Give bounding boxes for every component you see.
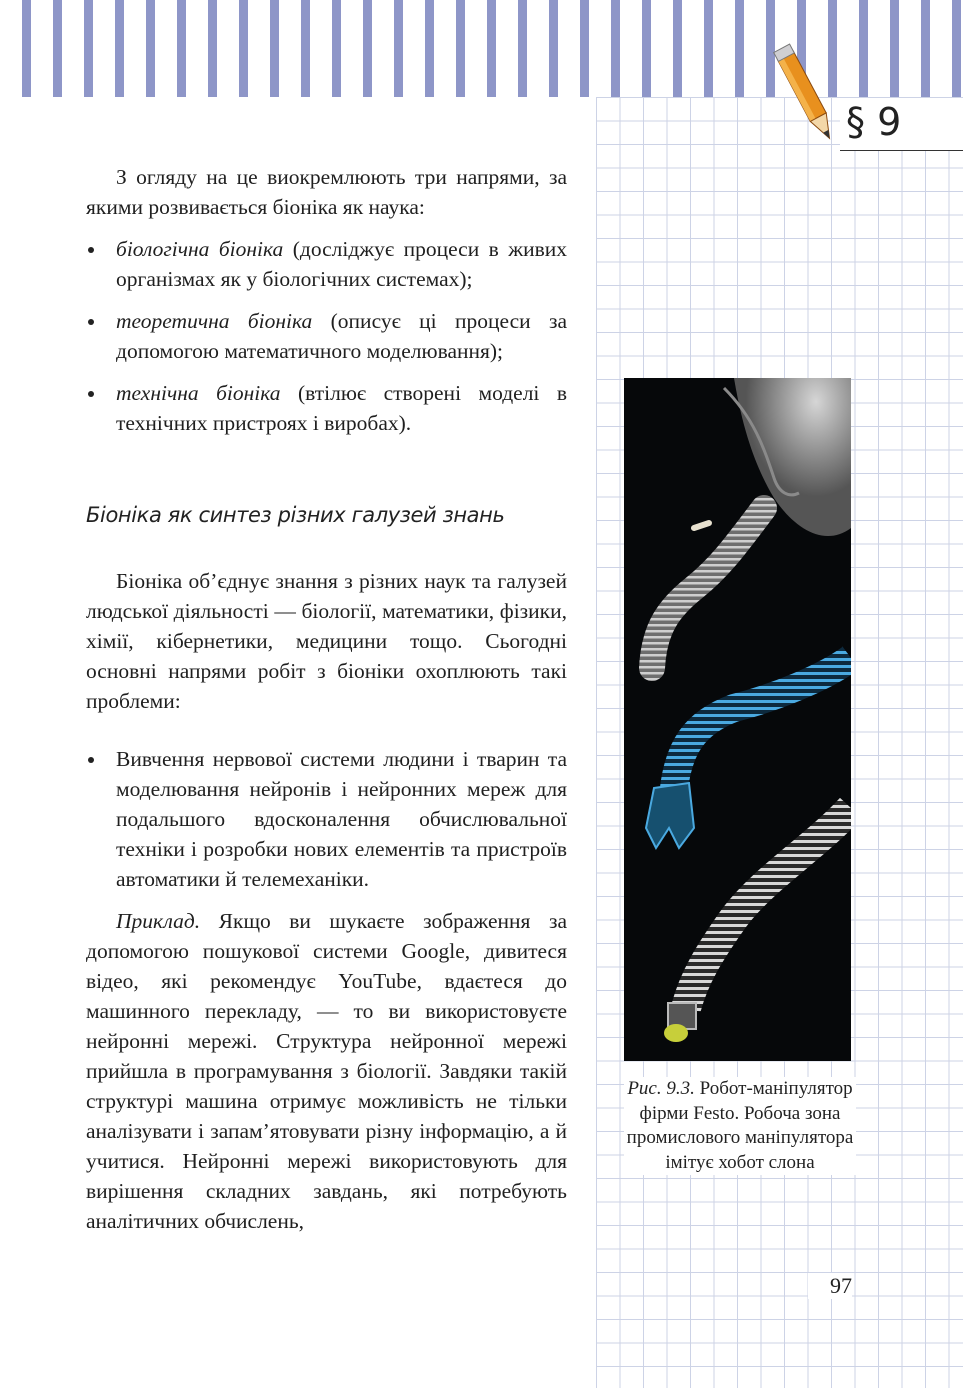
elephant-trunk-manipulator-image [624,378,851,1061]
problem-item: Вивчення нервової системи людини і тварин та моделювання нейронів і нейронних мереж для подальшого вдосконалення обчислювальної техніки і розробки нових елементів та пристроїв автоматики й телемеханіки. [86,744,567,894]
problems-list [86,744,567,894]
direction-desc: (описує ці процеси за допомогою математичного моделювання); [116,309,567,363]
section-heading: Біоніка як синтез різних галузей знань [86,503,505,527]
page-number: 97 [808,1273,852,1299]
direction-term: технічна біоніка [116,381,281,405]
intro-paragraph: З огляду на це виокремлюють три напрями, за якими розвивається біоніка як наука: [86,165,567,219]
figure-caption [624,1077,856,1175]
figure-photo [624,378,851,1061]
direction-item [86,378,567,438]
example-paragraph [86,906,567,1236]
direction-item [86,234,567,294]
section-mark [840,98,963,151]
figure-caption-text: Робот-маніпулятор фірми Festo. Робоча зона промислового маніпулятора імітує хобот слона [626,1078,854,1173]
synthesis-paragraph: Біоніка об’єднує знання з різних наук та галузей людської діяльності — біології, математики, фізики, хімії, кібернетики, медицини тощо. Сьогодні основні напрями робіт з біоніки охоплюють такі проблеми: [86,569,567,713]
direction-item [86,306,567,366]
main-text-column [86,162,567,1236]
section-number: § 9 [846,100,902,144]
direction-desc: (втілює створені моделі в технічних пристроях і виробах). [116,381,567,435]
figure-label: Рис. 9.3. [627,1078,695,1099]
direction-term: теоретична біоніка [116,309,313,333]
example-label: Приклад. [116,909,201,933]
direction-desc: (досліджує процеси в живих організмах як у біологічних системах); [116,237,567,291]
example-text: Якщо ви шукаєте зображення за допомогою пошукової системи Google, дивитеся відео, які рекомендує YouTube, вдаєтеся до машинного перекладу, — то ви використовуєте нейронні мережі. Структура нейронної мережі прийшла в програмування з біології. Завдяки такій структурі машина отримує можливість не тільки аналізувати і запам’ятовувати різну інформацію, а й учитися. Нейронні мережі використовують для вирішення складних завдань, які потребують аналітичних обчислень, [86,909,567,1233]
directions-list [86,234,567,438]
direction-term: біологічна біоніка [116,237,284,261]
pencil-icon [772,40,842,152]
